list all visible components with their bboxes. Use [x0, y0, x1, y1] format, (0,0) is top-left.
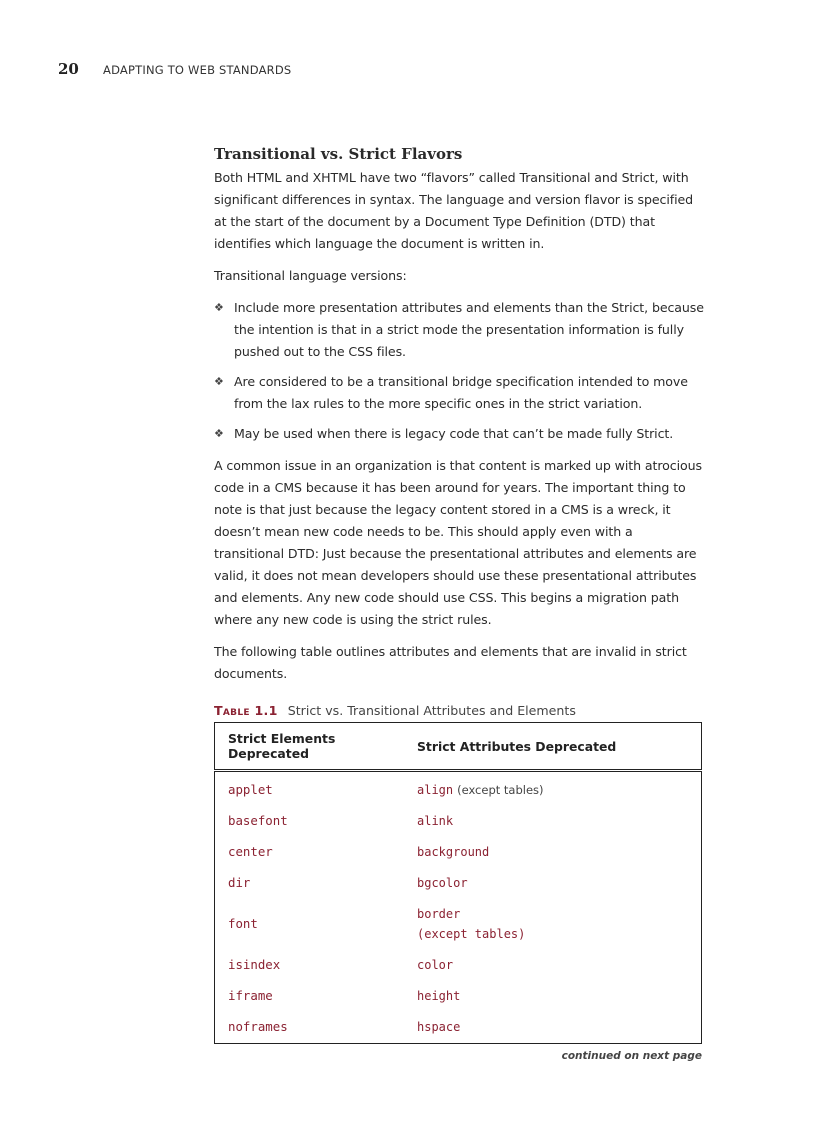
attribute-code: height — [417, 989, 461, 1003]
attribute-code: bgcolor — [417, 876, 468, 890]
table-row — [215, 950, 702, 981]
list-item — [214, 297, 704, 363]
element-cell: iframe — [228, 988, 273, 1003]
attribute-cell — [404, 981, 702, 1012]
attribute-code: background — [417, 845, 490, 859]
attribute-note: (except tables) — [457, 783, 544, 797]
attribute-cell — [404, 806, 702, 837]
table-caption — [214, 703, 704, 718]
table-row — [215, 837, 702, 868]
header-attributes: Strict Attributes Deprecated — [404, 723, 702, 771]
attribute-cell — [404, 899, 702, 950]
table-label: Table 1.1 — [214, 703, 278, 718]
attribute-code: hspace — [417, 1020, 461, 1034]
table-row — [215, 1012, 702, 1044]
intro-paragraph: Both HTML and XHTML have two “flavors” called Transitional and Strict, with significant differences in syntax. The language and version flavor is specified at the start of the document by a Document Type Definition (DTD) that identifies which language the document is written in. — [214, 170, 694, 251]
attribute-cell — [404, 771, 702, 807]
continued-note: continued on next page — [561, 1050, 702, 1062]
element-cell: center — [228, 844, 273, 859]
table-header-row — [215, 723, 702, 771]
attribute-cell — [404, 868, 702, 899]
diamond-bullet-icon: ❖ — [214, 375, 224, 388]
list-item — [214, 371, 704, 415]
element-cell: applet — [228, 782, 273, 797]
table-caption-text: Strict vs. Transitional Attributes and Elements — [287, 703, 576, 718]
element-cell: font — [228, 916, 258, 931]
attribute-code: color — [417, 958, 454, 972]
list-item-text: Include more presentation attributes and elements than the Strict, because the intention is that in a strict mode the presentation information is fully pushed out to the CSS files. — [234, 300, 704, 359]
table-intro-paragraph: The following table outlines attributes and elements that are invalid in strict documents. — [214, 644, 687, 681]
diamond-bullet-icon: ❖ — [214, 301, 224, 314]
attribute-code: border — [417, 907, 461, 921]
element-cell: noframes — [228, 1019, 288, 1034]
table-row — [215, 806, 702, 837]
table-row — [215, 868, 702, 899]
header-elements: Strict Elements Deprecated — [215, 723, 405, 771]
attribute-cell — [404, 1012, 702, 1044]
attribute-note-code: (except tables) — [417, 927, 526, 941]
section-heading: Transitional vs. Strict Flavors — [214, 145, 463, 163]
list-item-text: May be used when there is legacy code that can’t be made fully Strict. — [234, 426, 674, 441]
table-row — [215, 771, 702, 807]
body-paragraph: A common issue in an organization is that content is marked up with atrocious code in a CMS because it has been around for years. The important thing to note is that just because the legacy content stored in a CMS is a wreck, it doesn’t mean new code needs to be. This should apply even with a transitional DTD: Just because the presentational attributes and elements are valid, it does not mean developers should use these presentational attributes and elements. Any new code should use CSS. This begins a migration path where any new code is using the strict rules. — [214, 458, 702, 627]
element-cell: dir — [228, 875, 251, 890]
list-item — [214, 423, 704, 445]
running-head — [58, 60, 291, 78]
list-item-text: Are considered to be a transitional bridge specification intended to move from the lax rules to the more specific ones in the strict variation. — [234, 374, 688, 411]
diamond-bullet-icon: ❖ — [214, 427, 224, 440]
bullet-list — [214, 297, 704, 445]
element-cell: isindex — [228, 957, 281, 972]
table-row — [215, 981, 702, 1012]
running-title: ADAPTING TO WEB STANDARDS — [103, 63, 292, 77]
attribute-cell — [404, 837, 702, 868]
attribute-code: alink — [417, 814, 454, 828]
attribute-code: align — [417, 783, 454, 797]
attribute-cell — [404, 950, 702, 981]
table-row — [215, 899, 702, 950]
list-intro: Transitional language versions: — [214, 268, 407, 283]
deprecated-table — [214, 722, 702, 1044]
element-cell: basefont — [228, 813, 288, 828]
page-number: 20 — [58, 60, 79, 78]
main-content — [214, 145, 704, 1062]
